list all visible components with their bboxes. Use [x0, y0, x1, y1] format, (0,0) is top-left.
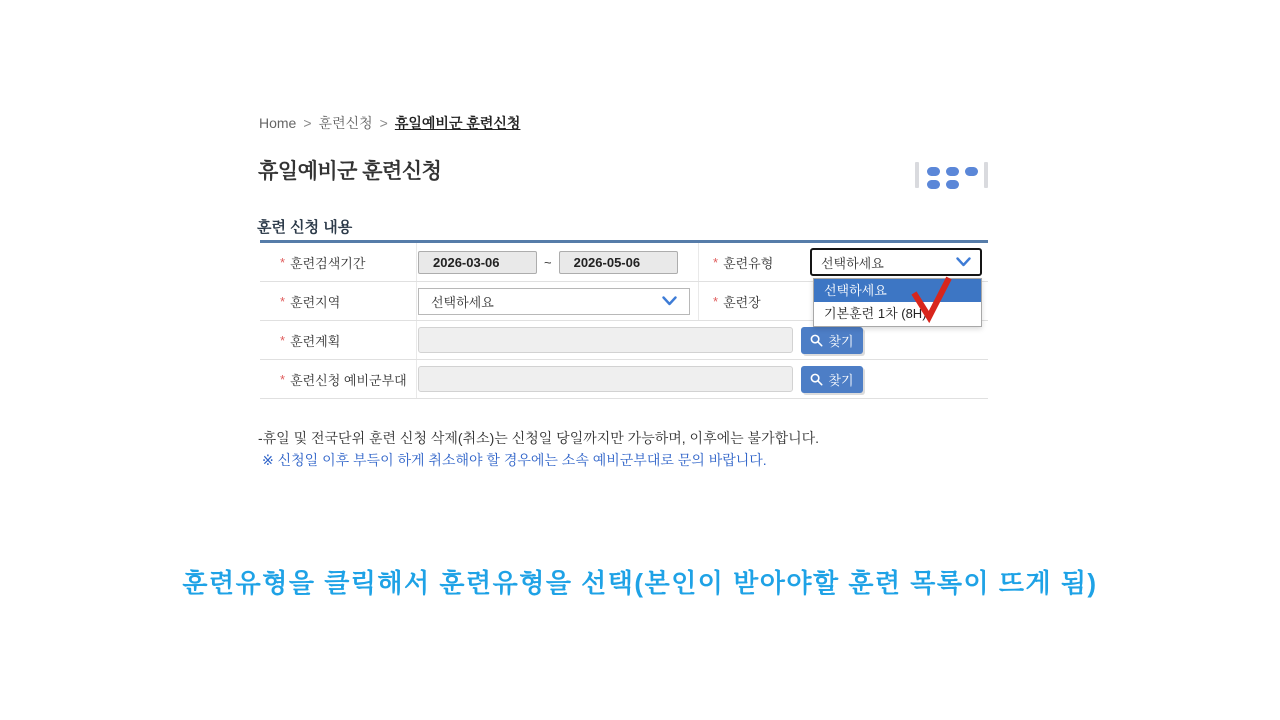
note-cancellation-policy: -휴일 및 전국단위 훈련 신청 삭제(취소)는 신청일 당일까지만 가능하며, 이후에는 불가합니다.: [258, 430, 820, 446]
chevron-down-icon: [662, 296, 677, 306]
reserve-unit-label: 훈련신청 예비군부대: [290, 372, 407, 388]
blue-dot-icon: [946, 167, 959, 176]
blue-dots-decoration-icon: [915, 161, 988, 190]
breadcrumb-home[interactable]: Home: [259, 115, 297, 131]
breadcrumb-current[interactable]: 휴일예비군 훈련신청: [394, 115, 521, 131]
required-marker: *: [280, 371, 286, 387]
training-period-label-cell: [260, 243, 417, 281]
required-marker: *: [280, 293, 286, 309]
training-region-label: 훈련지역: [290, 294, 341, 310]
training-type-label: 훈련유형: [723, 255, 774, 271]
training-site-label-cell: [699, 282, 800, 320]
training-period-input-cell: [417, 243, 699, 281]
training-plan-label: 훈련계획: [290, 333, 341, 349]
reserve-unit-search-button[interactable]: [801, 366, 863, 393]
search-button-label: 찾기: [828, 372, 854, 388]
training-type-label-cell: [699, 243, 800, 281]
note-contact-unit: ※ 신청일 이후 부득이 하게 취소해야 할 경우에는 소속 예비군부대로 문의 바랍니다.: [262, 452, 767, 468]
date-to-input[interactable]: [559, 251, 678, 274]
table-row-training-period: [260, 243, 988, 282]
reserve-unit-input[interactable]: [418, 366, 793, 392]
training-plan-label-cell: [260, 321, 417, 359]
page-title: 휴일예비군 훈련신청: [258, 160, 442, 183]
training-period-label: 훈련검색기간: [290, 255, 366, 271]
required-marker: *: [280, 332, 286, 348]
training-region-select[interactable]: [418, 288, 690, 315]
instruction-caption: 훈련유형을 클릭해서 훈련유형을 선택(본인이 받아야할 훈련 목록이 뜨게 됨): [182, 568, 1098, 598]
breadcrumb-separator: >: [303, 115, 312, 131]
required-marker: *: [713, 293, 719, 309]
required-marker: *: [713, 254, 719, 270]
required-marker: *: [280, 254, 286, 270]
training-region-label-cell: [260, 282, 417, 320]
training-region-input-cell: [417, 282, 699, 320]
reserve-unit-input-cell: [417, 360, 988, 398]
breadcrumb-level1[interactable]: 훈련신청: [318, 115, 373, 131]
breadcrumb-separator: >: [379, 115, 388, 131]
red-checkmark-annotation-icon: [902, 271, 958, 325]
strip-bar-right: [984, 162, 988, 188]
search-icon: [810, 373, 823, 386]
search-button-label: 찾기: [828, 333, 854, 349]
search-icon: [810, 334, 823, 347]
strip-bar-left: [915, 162, 919, 188]
blue-dot-icon: [946, 180, 959, 189]
blue-dot-icon: [965, 167, 978, 176]
chevron-down-icon: [956, 257, 971, 267]
training-type-input-cell: [800, 243, 988, 281]
breadcrumb: [259, 113, 520, 133]
section-title: 훈련 신청 내용: [257, 219, 353, 236]
training-type-selected-value: 선택하세요: [821, 255, 884, 271]
training-plan-input[interactable]: [418, 327, 793, 353]
training-region-selected-value: 선택하세요: [431, 294, 494, 310]
blue-dot-icon: [927, 180, 940, 189]
date-from-input[interactable]: [418, 251, 537, 274]
reserve-unit-label-cell: [260, 360, 417, 398]
blue-dot-icon: [927, 167, 940, 176]
training-site-label: 훈련장: [723, 294, 761, 310]
dropdown-option[interactable]: 기본훈련 1차 (8H): [824, 306, 927, 321]
training-plan-search-button[interactable]: [801, 327, 863, 354]
date-range-separator: ~: [544, 254, 552, 270]
dropdown-option-highlighted[interactable]: 선택하세요: [814, 279, 981, 302]
table-row-reserve-unit: [260, 360, 988, 399]
